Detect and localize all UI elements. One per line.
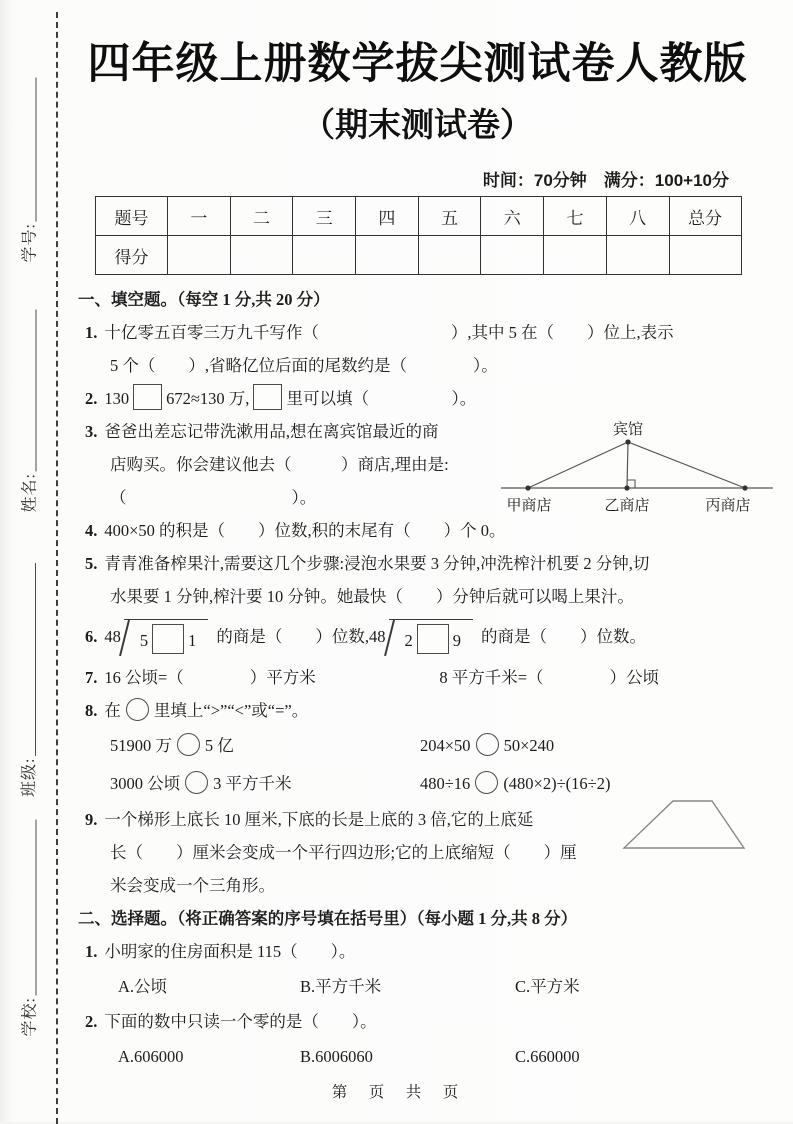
score-row-label: 得分 xyxy=(96,236,168,275)
class-blank-line xyxy=(35,563,36,756)
score-cell-empty xyxy=(481,236,544,275)
score-header-cell: 二 xyxy=(230,197,293,236)
compare-circle xyxy=(185,771,208,794)
compare-right-value: (480×2)÷(16÷2) xyxy=(503,774,611,793)
score-header-cell: 六 xyxy=(481,197,544,236)
dividend-digit: 5 xyxy=(139,631,149,651)
compare-circle xyxy=(177,733,200,756)
long-division-bracket xyxy=(124,619,209,657)
s2-q1 xyxy=(78,935,790,968)
question-text: 下面的数中只读一个零的是（ ）。 xyxy=(104,1012,377,1031)
compare-item xyxy=(420,774,610,793)
score-cell-empty xyxy=(293,236,356,275)
blank-box xyxy=(133,384,162,410)
compare-circle xyxy=(476,733,499,756)
question-text: 的商是（ ）位数,48 xyxy=(216,627,386,646)
s2-q2 xyxy=(78,1005,790,1038)
score-header-cell: 八 xyxy=(606,197,669,236)
question-text: 小明家的住房面积是 115（ ）。 xyxy=(104,942,356,961)
blank-box xyxy=(417,624,449,654)
s1-q8-heading xyxy=(78,694,790,727)
s1-q6 xyxy=(78,613,790,661)
name-blank-line xyxy=(36,310,37,472)
question-text: 130 xyxy=(104,389,130,408)
s1-q3-line3: （ ）。 xyxy=(110,488,317,507)
question-text: 爸爸出差忘记带洗漱用品,想在离宾馆最近的商 xyxy=(104,422,439,441)
question-text: 的商是（ ）位数。 xyxy=(481,627,646,646)
dividend-digit: 2 xyxy=(404,631,413,651)
question-number: 1. xyxy=(85,323,98,342)
compare-right-value: 50×240 xyxy=(503,736,555,755)
compare-item xyxy=(110,765,420,803)
blank-box xyxy=(152,624,184,654)
score-cell-empty xyxy=(669,236,741,275)
compare-circle xyxy=(126,698,149,721)
score-table-header-row xyxy=(96,197,742,236)
option-b: B.6006060 xyxy=(300,1047,373,1066)
section1-heading: 一、填空题。（每空 1 分,共 20 分） xyxy=(78,290,330,309)
s2-q2-options xyxy=(78,1038,790,1075)
s1-q4 xyxy=(78,514,790,547)
score-table-score-row xyxy=(96,236,742,275)
score-header-cell: 五 xyxy=(418,197,481,236)
paper-body xyxy=(78,283,790,1075)
page-footer: 第 页 共 页 xyxy=(331,1084,462,1101)
question-text: 十亿零五百零三万九千写作（ ）,其中 5 在（ ）位上,表示 xyxy=(104,323,674,342)
question-text: 青青准备榨果汁,需要这几个步骤:浸泡水果要 3 分钟,冲洗榨汁机要 2 分钟,切 xyxy=(104,554,650,573)
class-label: 班级: xyxy=(21,757,38,797)
score-cell-empty xyxy=(356,236,419,275)
compare-right-value: 3 平方千米 xyxy=(213,774,292,793)
compare-item xyxy=(420,736,554,755)
school-blank-line xyxy=(36,820,37,996)
question-number: 1. xyxy=(85,942,98,961)
score-header-cell: 三 xyxy=(293,197,356,236)
s1-q5-line2: 水果要 1 分钟,榨汁要 10 分钟。她最快（ ）分钟后就可以喝上果汁。 xyxy=(110,587,634,606)
compare-left-value: 3000 公顷 xyxy=(110,774,181,793)
compare-left-value: 480÷16 xyxy=(420,774,471,793)
question-text: 16 公顷=（ ）平方米 xyxy=(104,668,316,687)
question-text: 里可以填（ ）。 xyxy=(286,389,477,408)
page-title: 四年级上册数学拔尖测试卷人教版 xyxy=(87,40,748,88)
exam-time-score-info: 时间：70分钟 满分：100+10分 xyxy=(482,171,729,190)
shop-a-label: 甲商店 xyxy=(506,498,552,514)
s1-q1-line2: 5 个（ ）,省略亿位后面的尾数约是（ ）。 xyxy=(110,356,498,375)
hotel-label: 宾馆 xyxy=(612,422,644,438)
question-text: 一个梯形上底长 10 厘米,下底的长是上底的 3 倍,它的上底延 xyxy=(104,810,534,829)
blank-box xyxy=(253,384,282,410)
question-number: 3. xyxy=(85,422,98,441)
question-text: 8 平方千米=（ ）公顷 xyxy=(439,668,660,687)
margin-field-class xyxy=(17,563,39,797)
score-cell-empty xyxy=(230,236,293,275)
s1-q3-line2: 店购买。你会建议他去（ ）商店,理由是: xyxy=(110,455,449,474)
long-division-bracket xyxy=(389,619,474,657)
divisor: 48 xyxy=(104,627,121,646)
question-number: 2. xyxy=(85,389,98,408)
s1-q7 xyxy=(78,661,790,694)
option-c: C.平方米 xyxy=(515,977,580,996)
compare-left-value: 51900 万 xyxy=(110,736,172,755)
score-header-cell: 总分 xyxy=(669,197,741,236)
margin-field-name xyxy=(18,310,40,513)
question-number: 7. xyxy=(85,668,98,687)
score-cell-empty xyxy=(168,236,231,275)
option-c: C.660000 xyxy=(515,1047,580,1066)
shop-b-label: 乙商店 xyxy=(604,498,650,514)
dividend-digit: 1 xyxy=(188,631,197,651)
score-header-cell: 七 xyxy=(544,197,607,236)
school-label: 学校: xyxy=(21,997,39,1037)
section2-heading: 二、选择题。（将正确答案的序号填在括号里）（每小题 1 分,共 8 分） xyxy=(78,909,578,928)
score-cell-empty xyxy=(606,236,669,275)
question-number: 5. xyxy=(85,554,98,573)
s1-q9-line2: 长（ ）厘米会变成一个平行四边形;它的上底缩短（ ）厘 xyxy=(110,843,577,862)
margin-field-school xyxy=(18,820,40,1037)
score-header-cell: 一 xyxy=(168,197,231,236)
margin-field-student-id xyxy=(18,78,40,263)
score-header-cell: 四 xyxy=(356,197,419,236)
question-number: 8. xyxy=(85,701,98,720)
score-cell-empty xyxy=(544,236,607,275)
s1-q5-line1 xyxy=(78,547,790,580)
question-text: 672≈130 万, xyxy=(166,389,250,408)
s2-q1-options xyxy=(78,968,790,1005)
compare-left-value: 204×50 xyxy=(420,736,471,755)
question-number: 2. xyxy=(85,1012,98,1031)
option-a: A.公顷 xyxy=(118,977,168,996)
question-number: 6. xyxy=(85,627,98,646)
score-table xyxy=(95,196,742,275)
option-b: B.平方千米 xyxy=(300,977,382,996)
score-cell-empty xyxy=(418,236,481,275)
s1-q9-line3: 米会变成一个三角形。 xyxy=(110,876,275,895)
trapezoid-figure xyxy=(620,797,750,853)
student-id-blank-line xyxy=(36,78,37,222)
question-number: 4. xyxy=(85,521,98,540)
question-text: 里填上“>”“<”或“=”。 xyxy=(153,701,309,720)
s1-q1-line1 xyxy=(78,316,790,349)
dividend-digit: 9 xyxy=(452,631,461,651)
name-label: 姓名: xyxy=(21,473,39,513)
score-header-cell: 题号 xyxy=(96,197,168,236)
s1-q8-row1 xyxy=(78,727,790,765)
question-text: 400×50 的积是（ ）位数,积的末尾有（ ）个 0。 xyxy=(104,521,506,540)
question-number: 9. xyxy=(85,810,98,829)
cut-dashed-line xyxy=(56,12,58,1124)
shop-c-label: 丙商店 xyxy=(705,498,751,514)
question-text: 在 xyxy=(104,701,121,720)
compare-right-value: 5 亿 xyxy=(204,736,234,755)
hotel-shops-diagram xyxy=(493,418,777,518)
option-a: A.606000 xyxy=(118,1047,184,1066)
student-id-label: 学号: xyxy=(21,223,39,263)
page-subtitle: （期末测试卷） xyxy=(302,106,533,143)
compare-circle xyxy=(475,771,498,794)
compare-item xyxy=(110,727,420,765)
s1-q2 xyxy=(78,382,790,415)
